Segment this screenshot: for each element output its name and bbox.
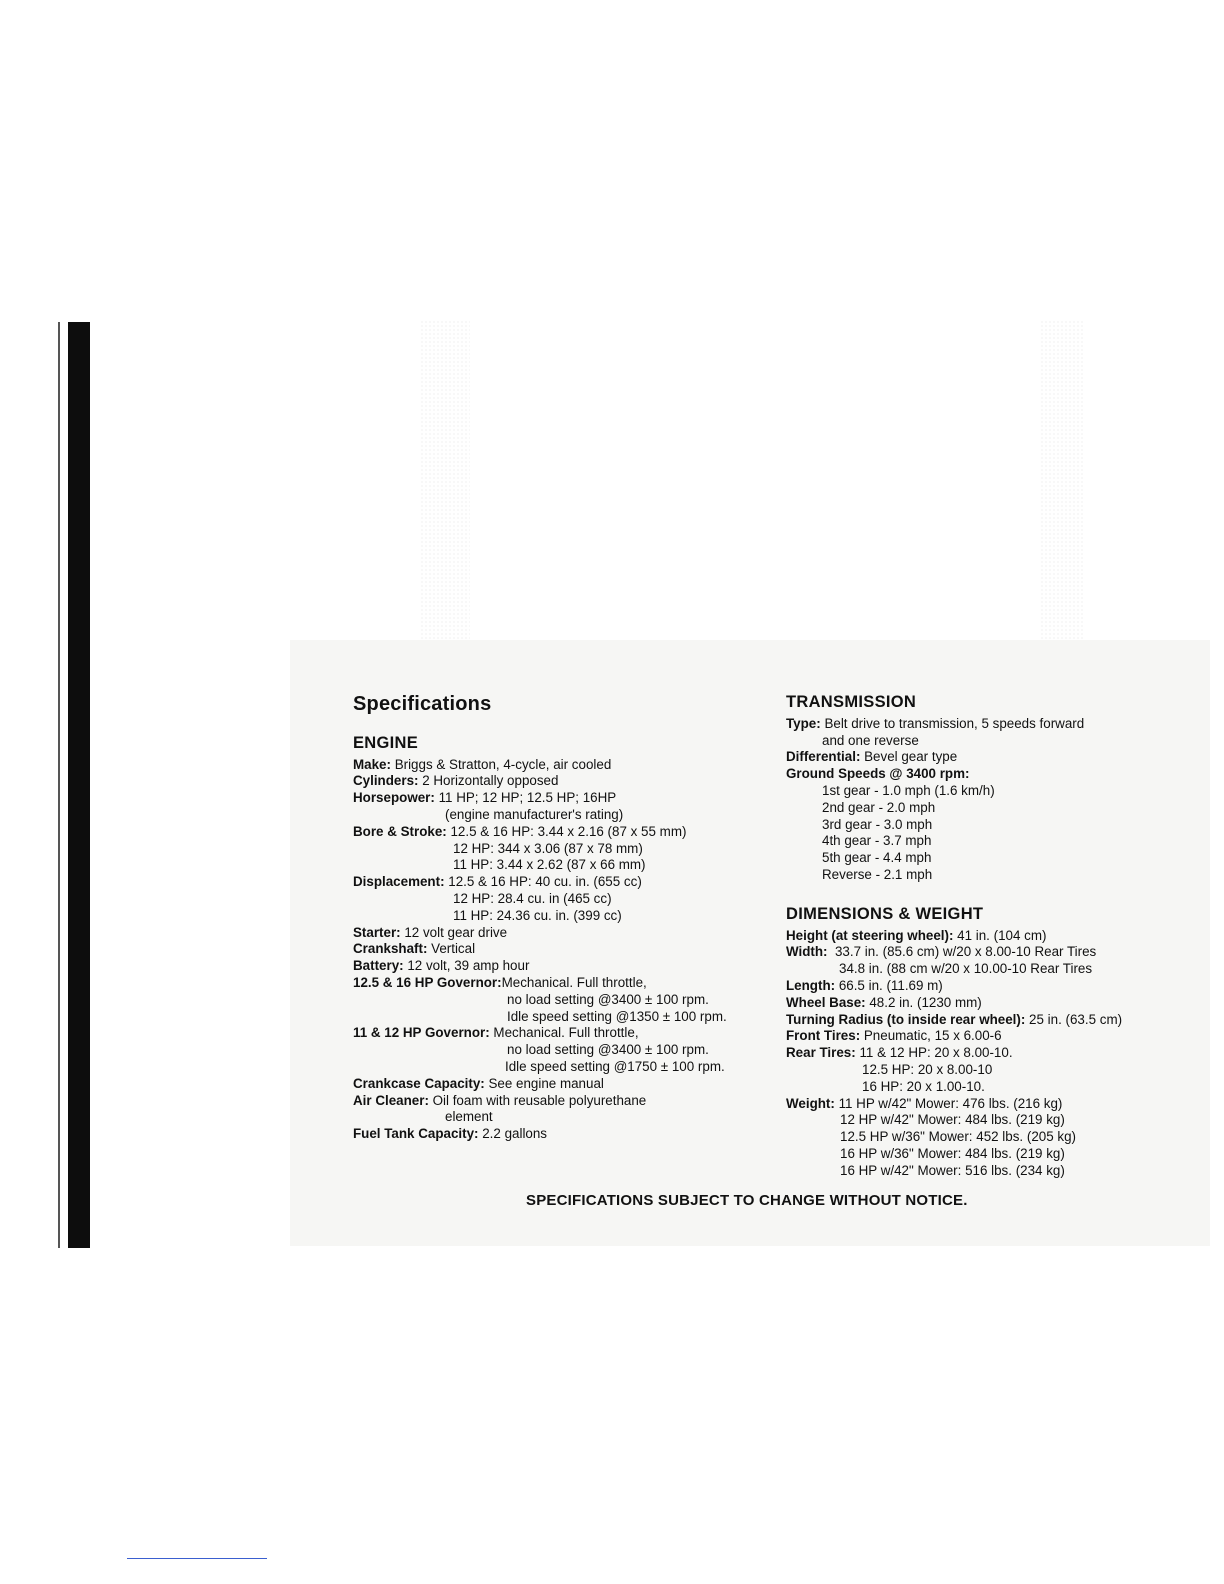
spec-value: 11 HP w/42" Mower: 476 lbs. (216 kg) xyxy=(834,1095,1063,1111)
spec-line xyxy=(786,928,1206,945)
spec-line xyxy=(786,1079,1206,1096)
spec-value: 48.2 in. (1230 mm) xyxy=(865,994,982,1010)
spec-value: Oil foam with reusable polyurethane xyxy=(428,1092,647,1108)
spec-line xyxy=(786,1028,1206,1045)
spec-value: element xyxy=(445,1109,493,1125)
spec-label: Front Tires: xyxy=(786,1028,861,1044)
spec-value: 16 HP w/42" Mower: 516 lbs. (234 kg) xyxy=(840,1162,1065,1178)
spec-label: Battery: xyxy=(353,958,404,974)
scan-margin-line xyxy=(58,322,60,1248)
spec-line xyxy=(786,800,1206,817)
spec-label: Starter: xyxy=(353,924,401,940)
spec-label: Wheel Base: xyxy=(786,994,866,1010)
spec-value: 25 in. (63.5 cm) xyxy=(1025,1011,1123,1027)
spec-line xyxy=(353,1025,773,1042)
spec-line xyxy=(353,1109,773,1126)
spec-value: 2.2 gallons xyxy=(478,1126,548,1142)
dimensions-heading: DIMENSIONS & WEIGHT xyxy=(786,904,984,923)
spec-value: Reverse - 2.1 mph xyxy=(822,866,933,882)
spec-line xyxy=(786,1062,1206,1079)
spec-line xyxy=(353,908,773,925)
spec-value: 66.5 in. (11.69 m) xyxy=(835,977,943,993)
spec-line xyxy=(786,867,1206,884)
spec-value: 2 Horizontally opposed xyxy=(418,773,559,789)
change-notice: SPECIFICATIONS SUBJECT TO CHANGE WITHOUT NOTICE. xyxy=(526,1192,968,1209)
spec-label: Rear Tires: xyxy=(786,1045,856,1061)
spec-value: Idle speed setting @1750 ± 100 rpm. xyxy=(505,1058,725,1074)
spec-label: Length: xyxy=(786,977,836,993)
engine-heading: ENGINE xyxy=(353,733,419,752)
spec-value: 12 volt gear drive xyxy=(400,924,508,940)
spec-value: 11 HP: 3.44 x 2.62 (87 x 66 mm) xyxy=(453,857,646,873)
spec-label: 12.5 & 16 HP Governor: xyxy=(353,974,502,990)
spec-value: no load setting @3400 ± 100 rpm. xyxy=(507,1042,709,1058)
spec-value: Idle speed setting @1350 ± 100 rpm. xyxy=(507,1008,727,1024)
spec-line xyxy=(353,958,773,975)
spec-value: Bevel gear type xyxy=(860,749,958,765)
spec-label: Type: xyxy=(786,715,821,731)
spec-value: (engine manufacturer's rating) xyxy=(445,806,624,822)
spec-label: Weight: xyxy=(786,1095,835,1111)
spec-line xyxy=(353,941,773,958)
spec-line xyxy=(786,1146,1206,1163)
spec-line xyxy=(353,891,773,908)
right-column xyxy=(786,694,1206,1180)
spec-value: 11 HP: 24.36 cu. in. (399 cc) xyxy=(453,907,622,923)
spec-line xyxy=(786,1012,1206,1029)
spec-line xyxy=(786,995,1206,1012)
spec-value: See engine manual xyxy=(484,1075,604,1091)
spec-line xyxy=(786,1112,1206,1129)
spec-label: Width: xyxy=(786,944,828,960)
transmission-heading: TRANSMISSION xyxy=(786,693,917,711)
spec-label: Air Cleaner: xyxy=(353,1092,429,1108)
spec-line xyxy=(786,733,1206,750)
footer-rule xyxy=(127,1558,267,1559)
spec-label: Differential: xyxy=(786,749,861,765)
spec-label: Make: xyxy=(353,756,391,772)
spec-line xyxy=(786,1129,1206,1146)
spec-line xyxy=(786,944,1206,961)
engine-spec-list xyxy=(353,757,773,1143)
spec-line xyxy=(786,716,1206,733)
spec-value: 2nd gear - 2.0 mph xyxy=(822,799,936,815)
spec-line xyxy=(786,817,1206,834)
spec-value: 12 volt, 39 amp hour xyxy=(403,958,530,974)
spec-line xyxy=(353,807,773,824)
spec-label: Displacement: xyxy=(353,874,445,890)
spec-line xyxy=(353,824,773,841)
scan-speckle xyxy=(420,320,470,640)
spec-line xyxy=(353,1009,773,1026)
spec-label: Height (at steering wheel): xyxy=(786,927,954,943)
scan-speckle xyxy=(1040,320,1085,640)
spec-value: 12.5 & 16 HP: 40 cu. in. (655 cc) xyxy=(444,874,642,890)
spec-label: Cylinders: xyxy=(353,773,419,789)
spec-line xyxy=(786,961,1206,978)
left-column xyxy=(353,693,773,1143)
spec-line xyxy=(786,850,1206,867)
spec-value: 16 HP w/36" Mower: 484 lbs. (219 kg) xyxy=(840,1145,1065,1161)
spec-value: 12 HP w/42" Mower: 484 lbs. (219 kg) xyxy=(840,1112,1065,1128)
spec-line xyxy=(786,783,1206,800)
spec-value: Belt drive to transmission, 5 speeds forward xyxy=(820,715,1085,731)
spec-line xyxy=(353,1042,773,1059)
spec-value: 1st gear - 1.0 mph (1.6 km/h) xyxy=(822,782,995,798)
spec-value: Mechanical. Full throttle, xyxy=(501,974,647,990)
document-title: Specifications xyxy=(353,693,492,715)
spec-line xyxy=(353,1093,773,1110)
spec-line xyxy=(786,766,1206,783)
spec-line xyxy=(353,773,773,790)
spec-line xyxy=(353,992,773,1009)
spec-label: Crankcase Capacity: xyxy=(353,1075,485,1091)
spec-value: 33.7 in. (85.6 cm) w/20 x 8.00-10 Rear Tires xyxy=(827,944,1097,960)
spec-value: Briggs & Stratton, 4-cycle, air cooled xyxy=(390,756,612,772)
spec-value: Mechanical. Full throttle, xyxy=(489,1025,639,1041)
spec-value: 4th gear - 3.7 mph xyxy=(822,833,932,849)
transmission-spec-list xyxy=(786,716,1206,884)
spec-value: and one reverse xyxy=(822,732,919,748)
spec-value: 11 & 12 HP: 20 x 8.00-10. xyxy=(855,1045,1013,1061)
spec-line xyxy=(353,925,773,942)
spec-line xyxy=(353,1076,773,1093)
spec-line xyxy=(353,1126,773,1143)
spec-value: 16 HP: 20 x 1.00-10. xyxy=(862,1078,985,1094)
spec-label: Crankshaft: xyxy=(353,941,428,957)
dimensions-spec-list xyxy=(786,928,1206,1180)
spec-line xyxy=(353,975,773,992)
spec-line xyxy=(786,749,1206,766)
spec-value: 12.5 HP: 20 x 8.00-10 xyxy=(862,1061,993,1077)
spec-line xyxy=(353,857,773,874)
spec-value: Pneumatic, 15 x 6.00-6 xyxy=(860,1028,1002,1044)
spec-label: Turning Radius (to inside rear wheel): xyxy=(786,1011,1026,1027)
spec-value: 12.5 & 16 HP: 3.44 x 2.16 (87 x 55 mm) xyxy=(446,823,687,839)
spec-line xyxy=(353,1059,773,1076)
spec-line xyxy=(786,1163,1206,1180)
spec-label: Fuel Tank Capacity: xyxy=(353,1126,479,1142)
spec-value: Vertical xyxy=(427,941,476,957)
spec-value: 12.5 HP w/36" Mower: 452 lbs. (205 kg) xyxy=(840,1129,1076,1145)
spec-value: 12 HP: 344 x 3.06 (87 x 78 mm) xyxy=(453,840,643,856)
spec-value: 5th gear - 4.4 mph xyxy=(822,850,932,866)
spec-line xyxy=(786,1096,1206,1113)
spec-label: Bore & Stroke: xyxy=(353,823,447,839)
spec-value: 12 HP: 28.4 cu. in (465 cc) xyxy=(453,890,612,906)
spec-value: 11 HP; 12 HP; 12.5 HP; 16HP xyxy=(434,790,617,806)
spec-value: 3rd gear - 3.0 mph xyxy=(822,816,933,832)
spec-value: 41 in. (104 cm) xyxy=(953,927,1047,943)
spec-label: Horsepower: xyxy=(353,790,435,806)
spec-value: 34.8 in. (88 cm w/20 x 10.00-10 Rear Tires xyxy=(839,961,1093,977)
spec-label: Ground Speeds @ 3400 rpm: xyxy=(786,766,970,782)
spec-value: no load setting @3400 ± 100 rpm. xyxy=(507,991,709,1007)
spec-line xyxy=(786,1045,1206,1062)
spec-line xyxy=(353,874,773,891)
spec-line xyxy=(786,833,1206,850)
scan-binding-shadow xyxy=(68,322,90,1248)
spec-line xyxy=(353,757,773,774)
spec-line xyxy=(353,790,773,807)
spec-line xyxy=(353,841,773,858)
spec-line xyxy=(786,978,1206,995)
spec-label: 11 & 12 HP Governor: xyxy=(353,1025,490,1041)
